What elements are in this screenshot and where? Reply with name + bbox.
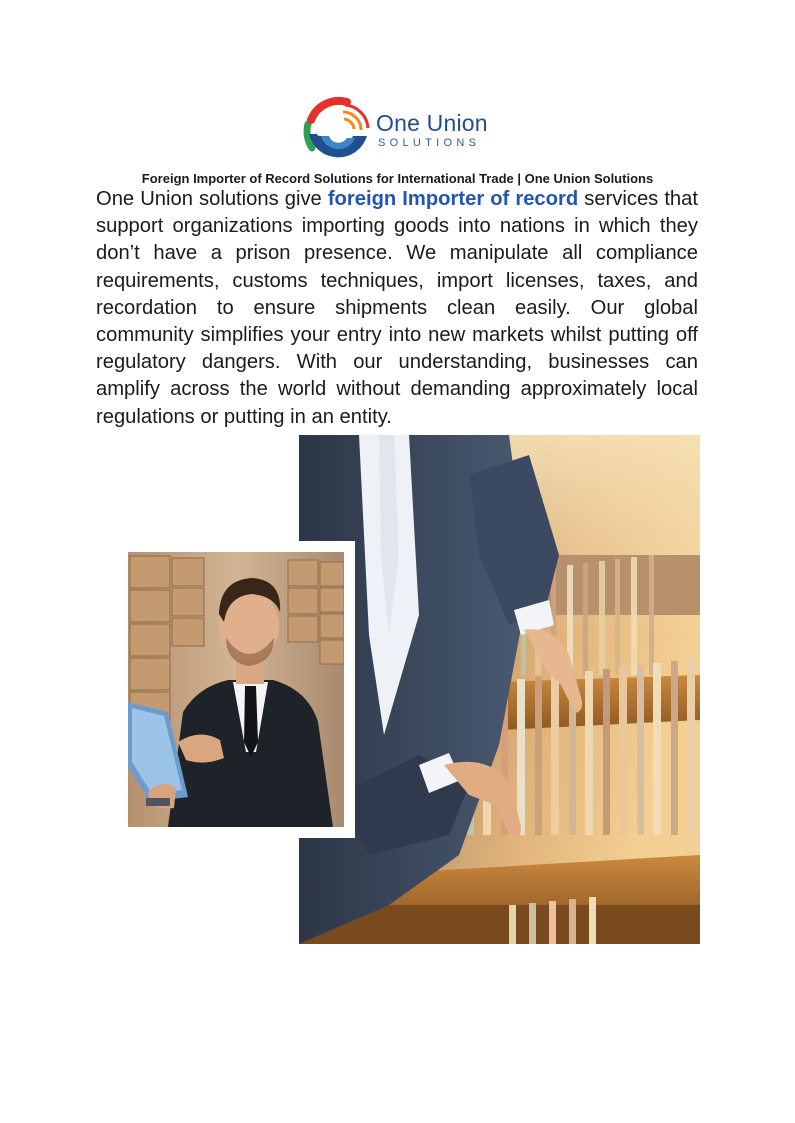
photo-frame	[117, 541, 355, 838]
body-paragraph	[96, 186, 698, 431]
foreign-importer-of-record-link[interactable]: foreign Importer of record	[327, 188, 579, 210]
document-title: Foreign Importer of Record Solutions for International Trade | One Union Solutions	[141, 171, 654, 186]
paragraph-intro: One Union solutions give	[96, 188, 328, 210]
image-collage	[97, 435, 700, 944]
brand-logo	[303, 96, 503, 164]
logo-name: One Union	[376, 110, 488, 136]
businessman-tablet-photo	[128, 552, 344, 827]
file-cabinet-photo	[299, 435, 700, 944]
logo-mark-icon	[303, 96, 371, 164]
logo-tagline: SOLUTIONS	[378, 137, 481, 149]
paragraph-rest: services that support organizations importing goods into nations in which they don’t have a prison presence. We manipulate all compliance requirements, customs techniques, import licenses, taxes, and recordation to ensure shipments clean easily. Our global community simplifies your entry into new markets whilst putting off regulatory dangers. With our understanding, businesses can amplify across the world without demanding approximately local regulations or putting in an entity.	[96, 188, 698, 428]
